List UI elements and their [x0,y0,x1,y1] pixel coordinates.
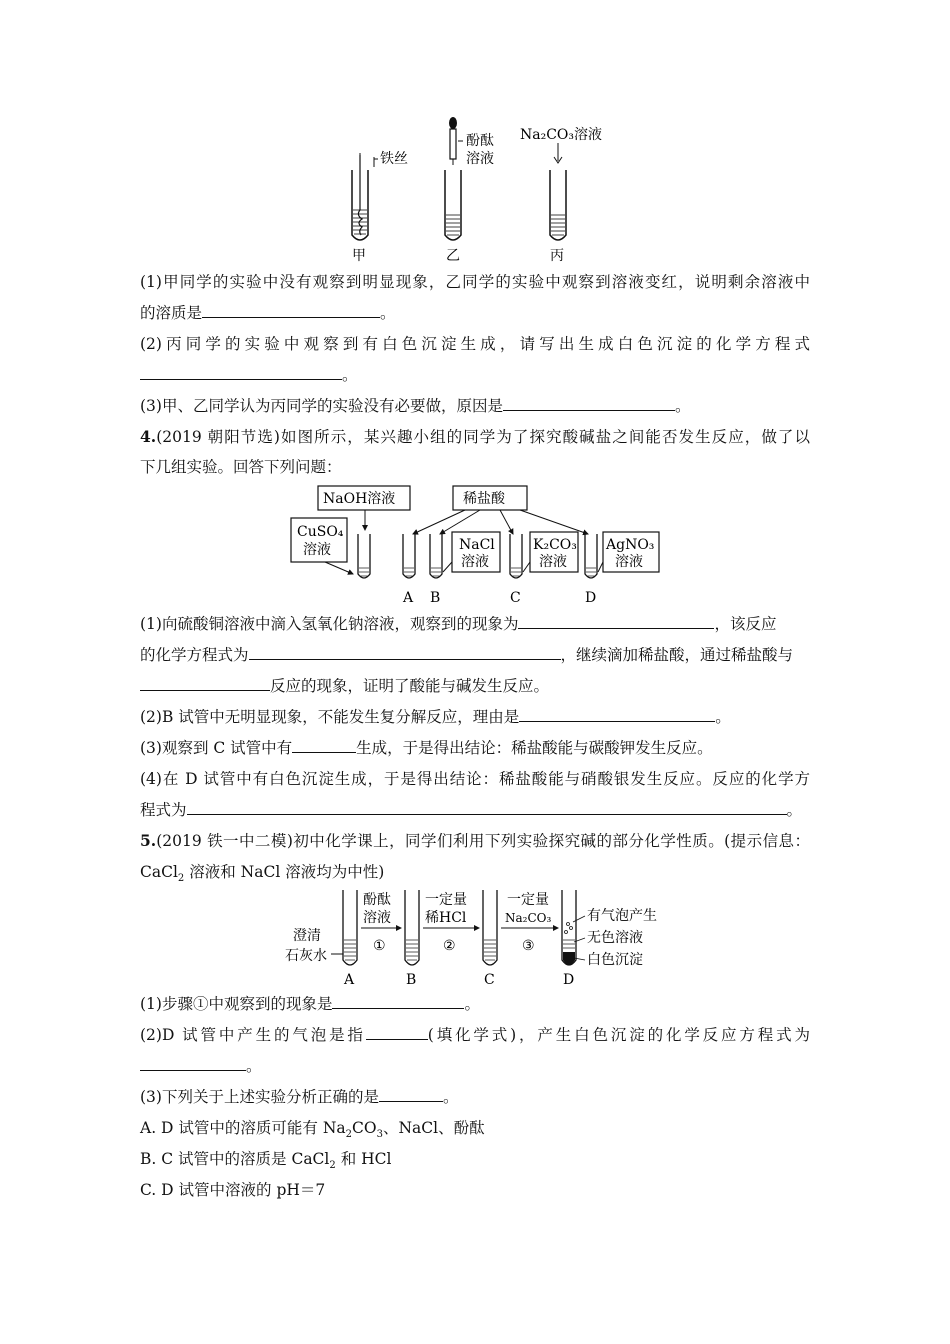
figure-acid-base-salt-tubes [285,482,675,610]
q3-part2-answer-blank[interactable] [140,365,342,380]
q4-part1-eq-text-b: ，继续滴加稀盐酸，通过稀盐酸与 [560,646,794,664]
q5-option-a-sub1: 2 [345,1129,353,1141]
q3-part1-line1: (1)甲同学的实验中没有观察到明显现象，乙同学的实验中观察到溶液变红，说明剩余溶液中 [140,273,810,291]
q4-part4-line1: (4)在 D 试管中有白色沉淀生成，于是得出结论：稀盐酸能与硝酸银发生反应。反应的化学方 [140,770,810,788]
k2co3-label-1: K₂CO₃ [533,537,577,553]
step3-top-1: 一定量 [507,892,549,908]
q4-part1-line2 [140,645,793,665]
q5-part3-text: (3)下列关于上述实验分析正确的是 [140,1088,379,1106]
q4-part1-text: (1)向硫酸铜溶液中滴入氢氧化钠溶液，观察到的现象为 [140,615,519,633]
q5-intro-text: (2019 铁一中二模)初中化学课上，同学们利用下列实验探究碱的部分化学性质。(提示信息： [156,832,810,850]
q4-part1-line3 [140,676,549,696]
step2-number: ② [443,938,456,954]
q5-option-a-text-c: 、NaCl、酚酞 [382,1119,485,1137]
nacl-label-2: 溶液 [461,554,489,570]
q5-part1 [140,994,480,1014]
tube-label-c: C [510,590,521,606]
tube-label-a: A [344,972,355,988]
q5-part3-end: 。 [442,1088,459,1106]
q3-part1-line2 [140,303,396,323]
limewater-label-2: 石灰水 [285,948,327,964]
q4-part1-line1 [140,614,776,634]
q5-part2-line2 [140,1056,262,1076]
q4-part2-reason-blank[interactable] [519,707,715,722]
na2co3-label: Na₂CO₃溶液 [520,127,603,143]
q5-part3-blank[interactable] [379,1087,443,1102]
q5-part1-text: (1)步骤①中观察到的现象是 [140,995,333,1013]
q5-part2-end: 。 [246,1057,262,1075]
q4-part3-blank[interactable] [292,738,356,753]
tube-label-b: B [430,590,441,606]
q5-part2-gas-blank[interactable] [366,1025,428,1040]
cuso4-label-1: CuSO₄ [297,524,344,540]
tube-label-d: D [585,590,597,606]
nacl-label-1: NaCl [459,537,495,553]
q4-part3-text-b: 生成，于是得出结论：稀盐酸能与碳酸钾发生反应。 [356,739,713,757]
tube-yi [445,117,461,240]
step1-top-2: 溶液 [363,910,391,926]
tube-label-d: D [563,972,575,988]
q5-part1-blank[interactable] [332,994,464,1009]
tube-label-jia: 甲 [352,248,366,264]
q4-intro-text: (2019 朝阳节选)如图所示，某兴趣小组的同学为了探究酸碱盐之间能否发生反应，做了以 [156,428,810,446]
colorless-label: 无色溶液 [587,930,643,946]
step2-top-1: 一定量 [425,892,467,908]
tube-bing [550,143,566,240]
q3-part3 [140,396,690,416]
q4-intro-line1 [140,427,810,447]
tube-label-b: B [406,972,417,988]
q3-part1-text: 的溶质是 [140,304,203,322]
q3-part2-line1: (2)丙同学的实验中观察到有白色沉淀生成，请写出生成白色沉淀的化学方程式 [140,335,810,353]
q5-option-b-text-b: 和 HCl [335,1150,392,1168]
q5-option-b-sub: 2 [329,1160,336,1172]
q4-part1-equation-blank[interactable] [249,645,561,660]
q4-part2 [140,707,731,727]
q5-part2-line1 [140,1025,810,1045]
phenolphthalein-label-2: 溶液 [466,151,494,167]
q4-part1-phenomenon-blank[interactable] [518,614,714,629]
step1-top-1: 酚酞 [363,892,391,908]
figure-limewater-steps [285,884,685,988]
tube-label-a: A [403,590,414,606]
step1-number: ① [373,938,386,954]
step3-number: ③ [522,938,535,954]
q3-part1-answer-blank[interactable] [202,303,380,318]
gas-label: 有气泡产生 [587,908,657,924]
k2co3-label-2: 溶液 [539,554,567,570]
q5-option-a-sub2: 3 [376,1129,383,1141]
q5-option-c: C. D 试管中溶液的 pH＝7 [140,1181,326,1199]
q3-part3-text: (3)甲、乙同学认为丙同学的实验没有必要做，原因是 [140,397,503,415]
q4-part1-text-b: ，该反应 [714,615,777,633]
q5-option-b-text: B. C 试管中的溶质是 CaCl [140,1150,330,1168]
q4-part3-text: (3)观察到 C 试管中有 [140,739,293,757]
q5-option-a [140,1118,485,1145]
tube-jia [352,155,368,240]
q5-part2-equation-blank[interactable] [140,1056,246,1071]
q5-part2-text-b: (填化学式)，产生白色沉淀的化学反应方程式为 [427,1026,810,1044]
q4-part1-reactant-blank[interactable] [140,676,270,691]
q5-intro-text-b: 溶液和 NaCl 溶液均为中性) [184,863,385,881]
q5-intro-sub: 2 [177,873,185,885]
tube-label-c: C [484,972,495,988]
tube-label-bing: 丙 [550,248,564,264]
naoh-label: NaOH溶液 [323,491,396,507]
q4-part2-end: 。 [715,708,731,726]
q5-part3 [140,1087,458,1107]
q5-option-a-text: A. D 试管中的溶质可能有 Na [140,1119,346,1137]
q4-part2-text: (2)B 试管中无明显现象，不能发生复分解反应，理由是 [140,708,520,726]
agno3-label-2: 溶液 [615,554,643,570]
step3-top-2: Na₂CO₃ [505,911,552,925]
q5-part1-end: 。 [464,995,480,1013]
iron-wire-label: 铁丝 [380,151,408,167]
q5-part2-text: (2)D 试管中产生的气泡是指 [140,1026,366,1044]
q4-part4-text: 程式为 [140,801,187,819]
q4-part1-line3-text: 反应的现象，证明了酸能与碱发生反应。 [270,677,550,695]
q3-part3-end: 。 [674,397,691,415]
q4-part3 [140,738,713,758]
hcl-label: 稀盐酸 [463,491,505,507]
tube-label-yi: 乙 [446,248,460,264]
precipitate-label: 白色沉淀 [587,952,643,968]
q4-part4-equation-blank[interactable] [187,800,787,815]
agno3-label-1: AgNO₃ [606,537,655,553]
q4-part1-eq-text: 的化学方程式为 [140,646,249,664]
q3-part2-end: 。 [342,366,358,384]
figure-test-tubes-jia-yi-bing [330,115,630,265]
step2-top-2: 稀HCl [425,910,467,926]
q5-intro-cacl: CaCl [140,863,178,881]
q5-intro-line1 [140,831,810,851]
q4-number: 4. [140,427,157,446]
limewater-label-1: 澄清 [293,928,321,944]
q4-part4-end: 。 [786,801,803,819]
q4-intro-line2: 下几组实验。回答下列问题： [140,458,342,476]
q3-part3-answer-blank[interactable] [503,396,675,411]
q5-option-b [140,1149,391,1176]
cuso4-label-2: 溶液 [303,542,331,558]
q3-part1-end: 。 [380,304,396,322]
q5-number: 5. [140,831,157,850]
phenolphthalein-label-1: 酚酞 [466,133,494,149]
q5-option-a-co: CO [352,1119,377,1137]
q3-part2-line2 [140,365,358,385]
q4-part4-line2 [140,800,802,820]
